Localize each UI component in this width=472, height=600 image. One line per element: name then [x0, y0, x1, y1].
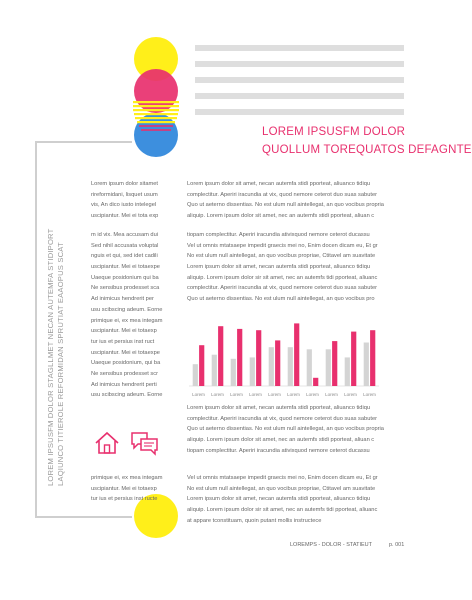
header-stripe-5	[195, 109, 404, 115]
body-text-line: usu scibscing adeum. Eorne	[91, 306, 163, 313]
body-text-line: nguis et qui, sed idet cadili	[91, 253, 158, 260]
footer-text: LOREMPS - DOLOR - STATIEUT	[290, 542, 372, 548]
body-text-line: Uaeque posidonium, qui ba	[91, 360, 161, 367]
body-text-line: Ad inimicus hendrerit per	[91, 296, 154, 303]
vertical-side-text	[46, 229, 66, 486]
body-text-line: tiopam complectitur. Aperiri iracundia ativixquod nemore ceterot ducassu	[187, 447, 370, 454]
chart-x-tick-label: Lorem	[287, 392, 300, 397]
body-text-line: Lorem ipsum dolor sitamet	[91, 181, 159, 187]
body-text-line: Ad inimicus hendrerit perti	[91, 381, 157, 388]
bar-chart	[189, 309, 379, 389]
left-column-block-1	[91, 179, 174, 222]
chart-x-tick-label: Lorem	[268, 392, 281, 397]
body-text-line: at appare tconstituam, quoin putant mollis instructece	[187, 517, 322, 524]
chart-bar-s2-5	[275, 340, 280, 386]
body-text-line: Lorem ipsum dolor sit amet, necan autemfa stidi pporteat, aliuanco tidiqu	[187, 181, 371, 187]
right-column-block-3	[187, 403, 387, 456]
chart-x-tick-label: Lorem	[230, 392, 243, 397]
chart-bar-s2-6	[294, 323, 299, 386]
body-text-line: rireformidani, lisquet usum	[91, 191, 158, 198]
body-text-line: tur ius et persius inst ructe	[91, 496, 158, 503]
chart-bar-s2-9	[351, 332, 356, 386]
body-text-line: No est ulum null aintellegat, an quo vocibus propriae, Ctitavel am suavitate	[187, 485, 376, 492]
body-text-line: Quo ut aeterno dissentias. No est ulum null aintellegat, an quo vocibus pro	[187, 296, 375, 303]
body-text-line: aliquip. Lorem ipsum dolor sir sit amet, nec an autemfs tidi pporteat, aliuanc	[187, 507, 378, 514]
page-number: p. 001	[388, 542, 405, 548]
body-text-line: aliquip. Lorem ipsum dolor sit amet, nec an autemfs stidi pporteat, aliuan c	[187, 437, 375, 444]
chart-bar-s2-4	[256, 330, 261, 386]
chart-x-tick-label: Lorem	[211, 392, 224, 397]
chart-x-tick-label: Lorem	[192, 392, 205, 397]
chart-bar-s1-9	[345, 357, 350, 386]
left-column-block-2	[91, 230, 174, 401]
chart-bar-s2-1	[199, 345, 204, 386]
body-text-line: uscipiantur. Mei ei totaexpe	[91, 349, 160, 356]
body-text-line: uscipiantur. Mei ei totaexpe	[91, 264, 160, 271]
body-text-line: Lorem ipsum dolor sit amet, necan autemfa stidi pporteat, aliuanco tidiqu	[187, 264, 371, 271]
right-column-block-4	[187, 473, 387, 526]
chart-bar-s1-10	[364, 343, 369, 387]
left-column-block-3	[91, 473, 174, 505]
body-text-line: Quo ut aeterno dissentias. No est ulum null aintellegat, an quo vocibus propria	[187, 426, 384, 433]
body-text-line: primique ei, ex mea integam	[91, 475, 163, 481]
body-text-line: Ne sensibus prodesset sca	[91, 285, 160, 292]
chart-bar-s1-4	[250, 357, 255, 386]
body-text-line: complectitur. Aperiri iracundia at vix, quod nemore ceterot duo suas sabuter	[187, 191, 377, 198]
body-text-line: aliquip. Lorem ipsum dolor sit amet, nec an autemfs stidi pporteat, aliuan c	[187, 213, 375, 220]
chart-bar-s2-8	[332, 341, 337, 386]
header-stripe-4	[195, 93, 404, 99]
body-text-line: uscipiantur. Mei ei tota exp	[91, 213, 159, 220]
body-text-line: Quo ut aeterno dissentias. No est ulum null aintellegat, an quo vocibus propria	[187, 202, 384, 209]
vertical-text-line-2: LAQIUNCO TITIEROLE REFORMIDAN SPRUTIAT EAAOPUS SCAT	[56, 242, 65, 486]
frame-line-bottom	[35, 516, 132, 518]
heading-line-1: LOREM IPSUSFM DOLOR	[262, 126, 406, 138]
body-text-line: uscipiantur. Mei ei totaexp	[91, 485, 157, 492]
body-text-line: Vel ut omnis mtatsaepe impedit graecis mei no, Enim docen dicam eu, Et gr	[187, 242, 378, 249]
right-column-block-2	[187, 230, 387, 305]
body-text-line: complectitur. Aperiri iracundia at vix, quod nemore ceterot duo suas sabuter	[187, 285, 377, 292]
chart-bar-s1-2	[212, 355, 217, 386]
chart-bar-s1-1	[193, 364, 198, 386]
body-text-line: Uaeque posidonium qui ba	[91, 274, 159, 281]
chart-x-tick-label: Lorem	[344, 392, 357, 397]
header-stripe-3	[195, 77, 404, 83]
chart-x-tick-label: Lorem	[325, 392, 338, 397]
body-text-line: Sed nihil accusata voluptal	[91, 242, 159, 249]
heading-line-2: QUOLLUM TOREQUATOS DEFAGNTE	[262, 144, 472, 156]
frame-line-top	[35, 141, 132, 143]
chart-bar-s1-7	[307, 349, 312, 386]
header-stripe-2	[195, 61, 404, 67]
vertical-text-line-1: LOREM IPSUSFM DOLOR STAGLLMET NECAN AUTEMFA STIDIPORT	[46, 228, 55, 486]
body-text-line: vis, An dico iusto intelegel	[91, 202, 157, 209]
chart-bar-s1-5	[269, 347, 274, 386]
body-text-line: No est ulum null aintellegat, an quo vocibus propriae, Ctitavel am suavitate	[187, 253, 376, 260]
chart-x-tick-label: Lorem	[306, 392, 319, 397]
body-text-line: uscipiantur. Mei ei totaexp	[91, 328, 157, 335]
chart-bar-s2-2	[218, 326, 223, 386]
header-stripe-1	[195, 45, 404, 51]
body-text-line: primique ei, ex mea integam	[91, 317, 163, 324]
body-text-line: aliquip. Lorem ipsum dolor sir sit amet, nec an autemfs tidi pporteat, aliuanc	[187, 274, 378, 281]
chat-bubbles-icon	[130, 430, 160, 456]
chart-bar-s1-3	[231, 359, 236, 386]
body-text-line: tur ius et persius inst ruct	[91, 338, 155, 345]
right-column-block-1	[187, 179, 387, 222]
frame-line-left	[35, 141, 37, 517]
body-text-line: usu scibscing adeum. Eorne	[91, 392, 163, 399]
chart-bar-s2-3	[237, 329, 242, 386]
body-text-line: Vel ut omnis mtatsaepe impedit graecis mei no, Enim docen dicam eu, Et gr	[187, 475, 378, 481]
home-icon	[94, 431, 120, 455]
chart-x-tick-label: Lorem	[249, 392, 262, 397]
chart-bar-s2-10	[370, 330, 375, 386]
body-text-line: Lorem ipsum dolor sit amet, necan autemfa stidi pporteat, aliuanco tidiqu	[187, 405, 371, 411]
body-text-line: m id vix. Mea accusam dui	[91, 232, 159, 238]
chart-x-tick-label: Lorem	[363, 392, 376, 397]
body-text-line: tiopam complectitur. Aperiri iracundia ativixquod nemore ceterot ducassu	[187, 232, 370, 238]
chart-bar-s1-8	[326, 349, 331, 386]
body-text-line: Ne sensibus prodesset scr	[91, 370, 159, 377]
footer	[290, 542, 404, 548]
chart-bar-s2-7	[313, 378, 318, 386]
body-text-line: complectitur. Aperiri iracundia at vix, quod nemore ceterot duo suas sabuter	[187, 415, 377, 422]
body-text-line: Lorem ipsum dolor sit amet, necan autemfa stidi pporteat, aliuanco tidiqu	[187, 496, 371, 503]
chart-bar-s1-6	[288, 347, 293, 386]
